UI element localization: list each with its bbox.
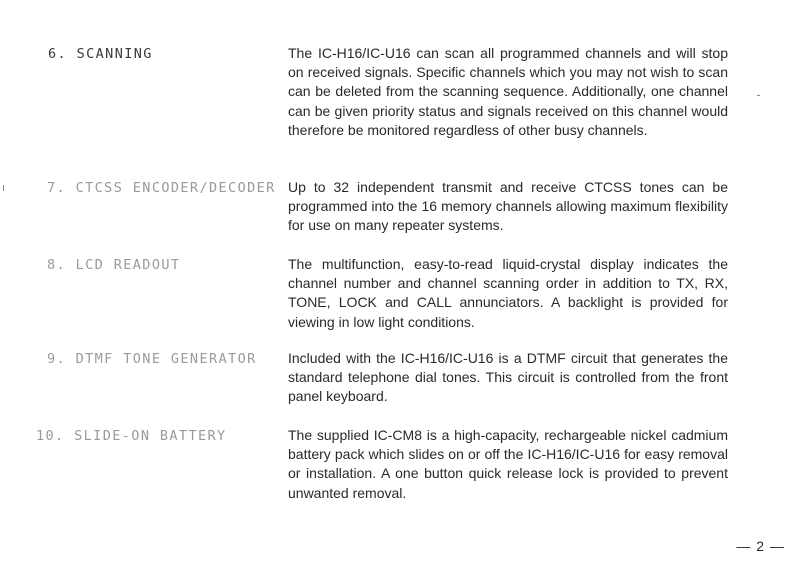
section-title: SLIDE-ON BATTERY bbox=[74, 428, 227, 444]
section-title: LCD READOUT bbox=[75, 257, 181, 273]
section-heading bbox=[36, 426, 227, 446]
section-heading bbox=[47, 178, 276, 198]
section-body: The supplied IC-CM8 is a high-capacity, rechargeable nickel cadmium battery pack which slides on or off the IC-H16/IC-U16 for easy removal or installation. A one button quick release lock is provided to prevent unwanted removal. bbox=[288, 427, 728, 501]
section-number: 9. bbox=[47, 351, 67, 367]
scan-speck bbox=[757, 95, 760, 96]
section-body: Included with the IC-H16/IC-U16 is a DTMF circuit that generates the standard telephone dial tones. This circuit is controlled from the front panel keyboard. bbox=[288, 350, 728, 405]
scan-speck bbox=[3, 185, 4, 191]
section-heading bbox=[47, 255, 180, 275]
section-title: SCANNING bbox=[76, 46, 153, 62]
section-heading bbox=[48, 44, 153, 64]
section-body: Up to 32 independent transmit and receive CTCSS tones can be programmed into the 16 memory channels allowing maximum flexibility for use on many repeater systems. bbox=[288, 179, 728, 234]
section-title: DTMF TONE GENERATOR bbox=[75, 351, 257, 367]
section-number: 8. bbox=[47, 257, 67, 273]
section-body: The IC-H16/IC-U16 can scan all programmed channels and will stop on received signals. Specific channels which you may not wish to scan can be deleted from the scanning sequence. Additionally, one channel can be given priority status and signals received on this channel would therefore be monitored regardless of other busy channels. bbox=[288, 45, 728, 138]
section-number: 6. bbox=[48, 46, 68, 62]
section-body: The multifunction, easy-to-read liquid-crystal display indicates the channel number and channel scanning order in addition to TX, RX, TONE, LOCK and CALL annunciators. A backlight is provided for viewing in low light conditions. bbox=[288, 256, 728, 330]
section-title: CTCSS ENCODER/DECODER bbox=[75, 180, 276, 196]
page-number: — 2 — bbox=[736, 538, 785, 554]
section-number: 7. bbox=[47, 180, 67, 196]
section-number: 10. bbox=[36, 428, 65, 444]
section-heading bbox=[47, 349, 257, 369]
